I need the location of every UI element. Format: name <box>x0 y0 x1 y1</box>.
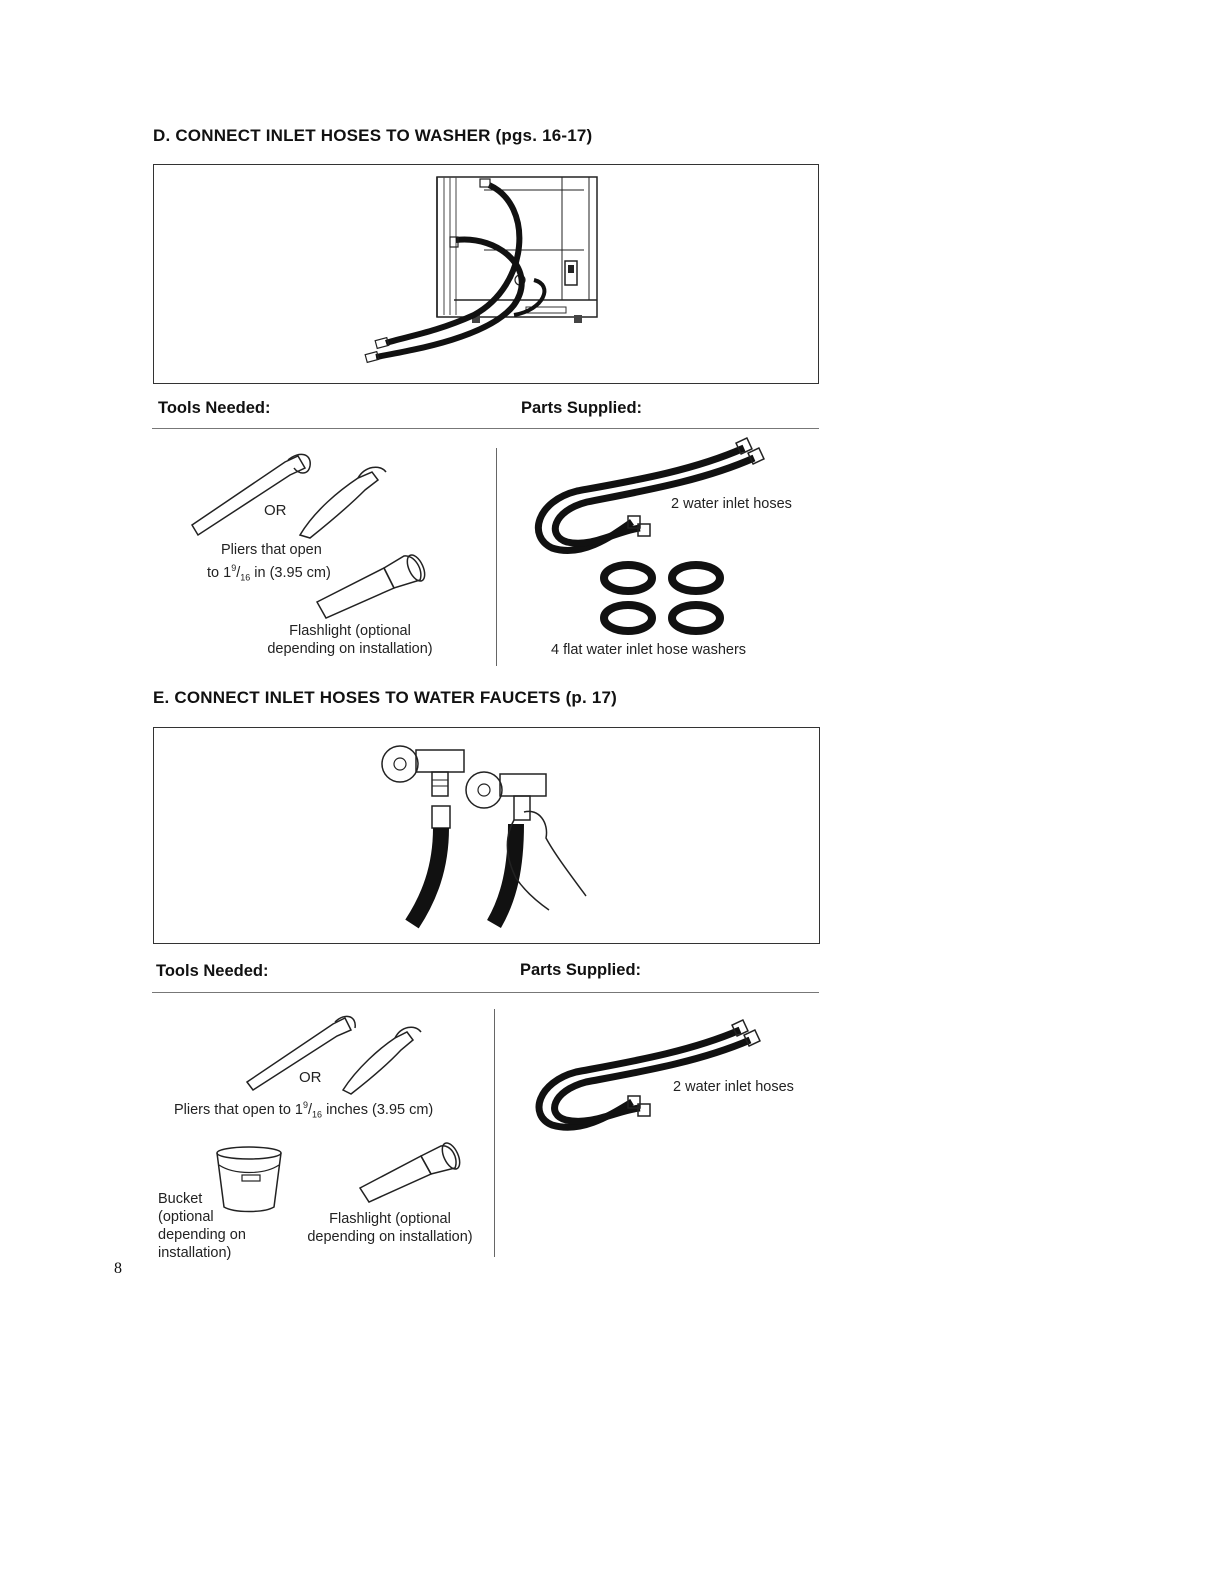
faucet-connection-illustration-frame <box>153 727 820 944</box>
section-d-flashlight-label <box>250 622 450 658</box>
section-d-pliers-icon <box>190 450 390 540</box>
page-number: 8 <box>114 1260 122 1277</box>
washer-back-illustration-frame <box>153 164 819 384</box>
section-e-parts-heading: Parts Supplied: <box>520 961 642 979</box>
section-e-bucket-line4: installation) <box>158 1245 232 1261</box>
section-d-parts-heading: Parts Supplied: <box>521 399 643 417</box>
section-d-pliers-label-line2: to $1^9/_{16}$ in (3.95 cm) <box>207 563 331 583</box>
section-d-pliers-label-line1: Pliers that open <box>221 542 322 558</box>
section-e-title: E. CONNECT INLET HOSES TO WATER FAUCETS (p. 17) <box>153 688 618 707</box>
section-e-pliers-label: Pliers that open to $1^9/_{16}$ inches (3.95 cm) <box>174 1100 434 1120</box>
section-e-flashlight-icon <box>355 1140 465 1205</box>
section-d-pliers-or: OR <box>264 502 287 519</box>
section-d-washers-label: 4 flat water inlet hose washers <box>551 642 747 658</box>
section-d-washers-icon <box>600 562 740 636</box>
section-e-flashlight-label <box>290 1210 490 1246</box>
washer-back-illustration <box>154 165 820 385</box>
section-e-hoses-icon <box>524 1020 774 1130</box>
section-e-pliers-icon <box>245 1010 425 1095</box>
section-d-flashlight-icon <box>312 550 432 620</box>
section-e-bucket-line2: (optional <box>158 1209 214 1225</box>
section-d-divider <box>152 428 819 429</box>
section-e-hoses-label: 2 water inlet hoses <box>673 1079 794 1095</box>
section-e-divider <box>152 992 819 993</box>
section-e-pliers-or: OR <box>299 1069 322 1086</box>
section-d-flashlight-line1: Flashlight (optional <box>289 623 411 639</box>
section-d-column-divider <box>496 448 497 666</box>
section-e-column-divider <box>494 1009 495 1257</box>
section-d-tools-heading: Tools Needed: <box>158 399 271 417</box>
section-e-flashlight-line1: Flashlight (optional <box>329 1211 451 1227</box>
section-d-hoses-label: 2 water inlet hoses <box>671 496 792 512</box>
section-e-tools-heading: Tools Needed: <box>156 962 269 980</box>
section-e-bucket-line1: Bucket <box>158 1191 203 1207</box>
section-e-flashlight-line2: depending on installation) <box>307 1229 473 1245</box>
section-d-title: D. CONNECT INLET HOSES TO WASHER (pgs. 16-17) <box>153 126 593 145</box>
section-e-bucket-line3: depending on <box>158 1227 246 1243</box>
faucet-connection-illustration <box>154 728 821 945</box>
section-e-bucket-label <box>158 1190 246 1262</box>
section-d-flashlight-line2: depending on installation) <box>267 641 433 657</box>
